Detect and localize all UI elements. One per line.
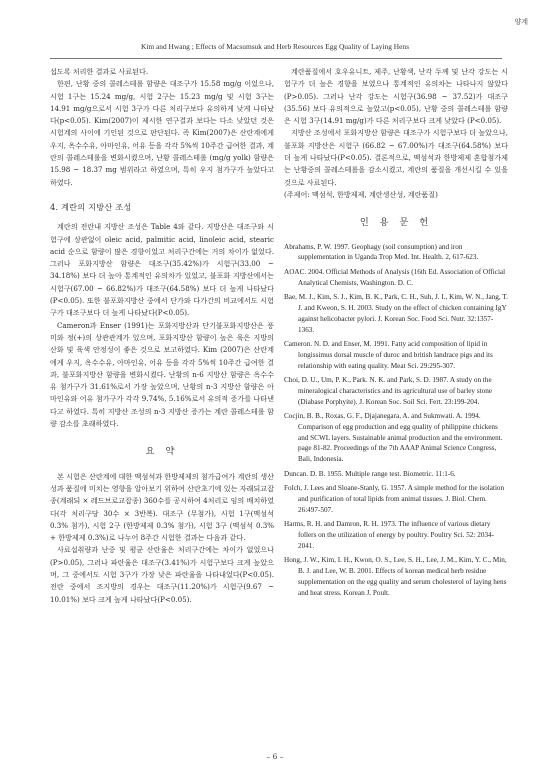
- reference-item: Harms, R. H. and Damron, R. H. 1973. The influence of various dietary follers on the utilization of energy by poultry. Poultry Sci. 52: 2034-2041.: [284, 519, 495, 550]
- reference-list: [284, 242, 508, 599]
- header-rule: [50, 58, 502, 59]
- reference-item: Abrahams, P. W. 1997. Geophagy (soil consumption) and iron supplementation in Uganda Trop Med. Int. Health. 2, 617-623.: [284, 242, 479, 262]
- summary-paragraph-2: 사료섭취량과 난중 및 평균 산란율은 처리구간에는 차이가 없었으나 (P>0.05), 그러나 파란율은 대조구(3.41%)가 시험구보다 크게 높았으며, 그 중에서도 시험 3구가 가장 낮은 파란율을 나타내었다(P<0.05). 전란 중에서 조지방의 경우는 대조구(11.20%)가 시험구(9.67 ~ 10.01%) 보다 크게 높게 나타났다(P<0.05).: [50, 545, 274, 604]
- section-4-paragraph-1: 계란의 전란내 지방산 조성은 Table 4와 같다. 지방산은 대조구와 시험구에 상관없이 oleic acid, palmitic acid, linoleic acid, stearic acid 순으로 함량이 많은 경향이었고 처리구간에는 거의 차이가 없었다. 그러나 포화지방산 함량은 대조구(35.42%)가 시험구(33.00 ~ 34.18%) 보다 더 높아 통계적인 유의차가 있었고, 불포화 지방산에서는 시험구(67.00 ~ 66.82%)가 대조구(64.58%) 보다 더 높게 나타났다(P<0.05). 또한 불포화지방산 중에서 단가와 다가간의 비교에서도 시험구가 대조구보다 더 높게 나타났다(P<0.05).: [50, 222, 274, 318]
- reference-item: Cocjin, B. B., Roxas, G. F., Djajanegara, A. and Sukmwati. A. 1994. Comparison of egg production and egg quality of philippine chickens and SCWL layers. Sustainable animal production and the environment. page 81-82. Proceedings of the 7th AAAP Animal Science Congress, Bali, Indonesia.: [284, 411, 503, 464]
- intro-paragraph-2: 한편, 난황 중의 콜레스테롤 함량은 대조구가 15.58 mg/g 이었으나, 시험 1구는 15.24 mg/g, 시험 2구는 15.23 mg/g 및 시험 3구는 14.91 mg/g으로서 시험 3구가 다른 처리구보다 유의하게 낮게 나타났다(p<0.05). Kim(2007)이 제시한 연구결과 보다는 다소 낮았던 것은 시험계의 사이에 기인된 것으로 판단된다. 즉 Kim(2007)은 산란계에게 우지, 옥수수유, 아마인유, 어유 등을 각각 5%씩 10주간 급여한 결과, 계란의 콜레스테롤을 변화시켰으며, 난황 콜레스테롤 (mg/g yolk) 함량은 15.98 ~ 18.37 mg 범위라고 하였으며, 특히 우지 첨가구가 높았다고 하였다.: [50, 79, 274, 187]
- running-title: Kim and Hwang ; Effects of Macsumsuk and Herb Resources Egg Quality of Laying Hens: [141, 42, 409, 51]
- reference-item: Choi, D. U., Um, P. K., Park. N. K. and Park, S. D. 1987. A study on the mineralogical characteristics and its agricultural use of barley stone (Diabase Porphyite). J. Korean Soc. Soil Sci. Fert. 23:199-204.: [284, 375, 492, 406]
- reference-item: Duncan. D. B. 1955. Multiple range test. Biometric. 11:1-6.: [284, 469, 456, 478]
- reference-item: Bae, M. J., Kim, S. J., Kim, B. K., Park, C. H., Suh, J. I., Kim, W. N., Jang, T. J. and Kweon, S. H. 2003. Study on the effect of chicken containing IgY against helicobacter pylori. J. Korean Soc. Food Sci. Nutr. 32:1357-1363.: [284, 292, 508, 334]
- left-column: [50, 66, 274, 606]
- page-number: – 6 –: [266, 752, 284, 761]
- section-4-paragraph-2: Cameron과 Enser (1991)는 포화지방산과 단기불포화지방산은 풍미와 정(+)의 상관관계가 있으며, 포화지방산 함량이 높은 육은 지방의 산화 및 육색 안정성이 좋은 것으로 보고하였다. Kim (2007)은 산란계에게 우지, 옥수수유, 아마인유, 어유 등을 각각 5%씩 10주간 급여한 결과, 불포화지방산 함량을 변화시켰다. 난황의 n-6 지방산 함량은 옥수수유 첨가구가 31.61%로서 가장 높았으며, 난황의 n-3 지방산 함량은 아마인유와 어유 첨가구가 각각 9.74%, 5.16%로서 유의적 증가를 나타낸다고 하였다. 특히 지방산 조성의 n-3 지방산 증가는 계란 콜레스테롤 함량 감소를 초래하였다.: [50, 320, 274, 429]
- summary-heading: 요 약: [145, 446, 179, 458]
- summary-paragraph-3: 계란품질에서 호우유니트, 제주, 난황색, 난각 두께 및 난각 강도는 시험구가 더 높은 경향을 보였으나 통계적인 유의차는 나타나지 않았다(P>0.05). 그러나 난각 강도는 시험구(36.98 ~ 37.52)가 대조구(35.56) 보다 유의적으로 높았고(p<0.05), 난황 중의 콜레스테롤 함량은 시험 3구(14.91 mg/g)가 다른 처리구보다 크게 낮았다 (P<0.05).: [284, 67, 508, 126]
- reference-item: Cameron. N. D. and Enser, M. 1991. Fatty acid composition of lipid in longissimus dorsal muscle of duroc and british landrace pigs and its relationship with eating quality. Meat Sci. 29:295-307.: [284, 339, 493, 370]
- intro-paragraph-1: 섭도록 처리한 결과로 사료된다.: [50, 67, 149, 76]
- summary-paragraph-4: 지방산 조성에서 포화지방산 함량은 대조구가 시험구보다 더 높았으나, 불포화 지방산은 시험구 (66.82 ~ 67.00%)가 대조구(64.58%) 보다 더 높게 나타났다(P<0.05). 결론적으로, 맥섬석과 한방제제 혼합첨가제는 난황중의 콜레스테롤을 감소시켰고, 계란의 품질을 개선시킬 수 있을 것으로 사료된다.: [284, 128, 508, 187]
- reference-item: Folch, J. Lees and Sloane-Stanly, G. 1957. A simple method for the isolation and purification of total lipids from animal tissues. J. Biol. Chem. 26:497-507.: [284, 483, 505, 514]
- right-column: [284, 66, 508, 602]
- section-4-heading: 4. 계란의 지방산 조성: [50, 201, 132, 212]
- reference-item: Hong, J. W., Kim, I. H., Kwon, O. S., Lee, S. H., Lee, J. M., Kim, Y. C., Min, B. J. and Lee, W. B. 2001. Effects of korean medical herb residue supplementation on the egg quality and serum cholesterol of laying hens and heat stress. Korean J. Poult.: [284, 555, 507, 597]
- references-heading: 인 용 문 헌: [359, 217, 433, 229]
- volume-mark: 양계: [514, 18, 528, 26]
- reference-item: AOAC. 2004. Official Methods of Analysis (16th Ed. Association of Official Analytical Chemists, Washington. D. C.: [284, 267, 506, 287]
- keywords: (주제어: 맥섬석, 한방제제, 계란생산성, 계란품질): [284, 189, 438, 199]
- summary-paragraph-1: 본 시험은 산란계에 대한 맥섬석과 한방제제의 첨가급여가 계란의 생산성과 품질에 미치는 영향을 알아보기 위하여 산란초기에 있는 자래되교잡종(계래되 × 레드브로교잡종) 360수를 공시하여 4처리로 임의 배치하였다(각 처리구당 30수 × 3반복). 대조구 (무첨가), 시험 1구(맥섬석 0.3% 첨가), 시험 2구 (한방제제 0.3% 첨가), 시험 3구 (맥섬석 0.3% + 한방제제 0.3%)로 나누어 8주간 시험한 결과는 다음과 같다.: [50, 471, 274, 543]
